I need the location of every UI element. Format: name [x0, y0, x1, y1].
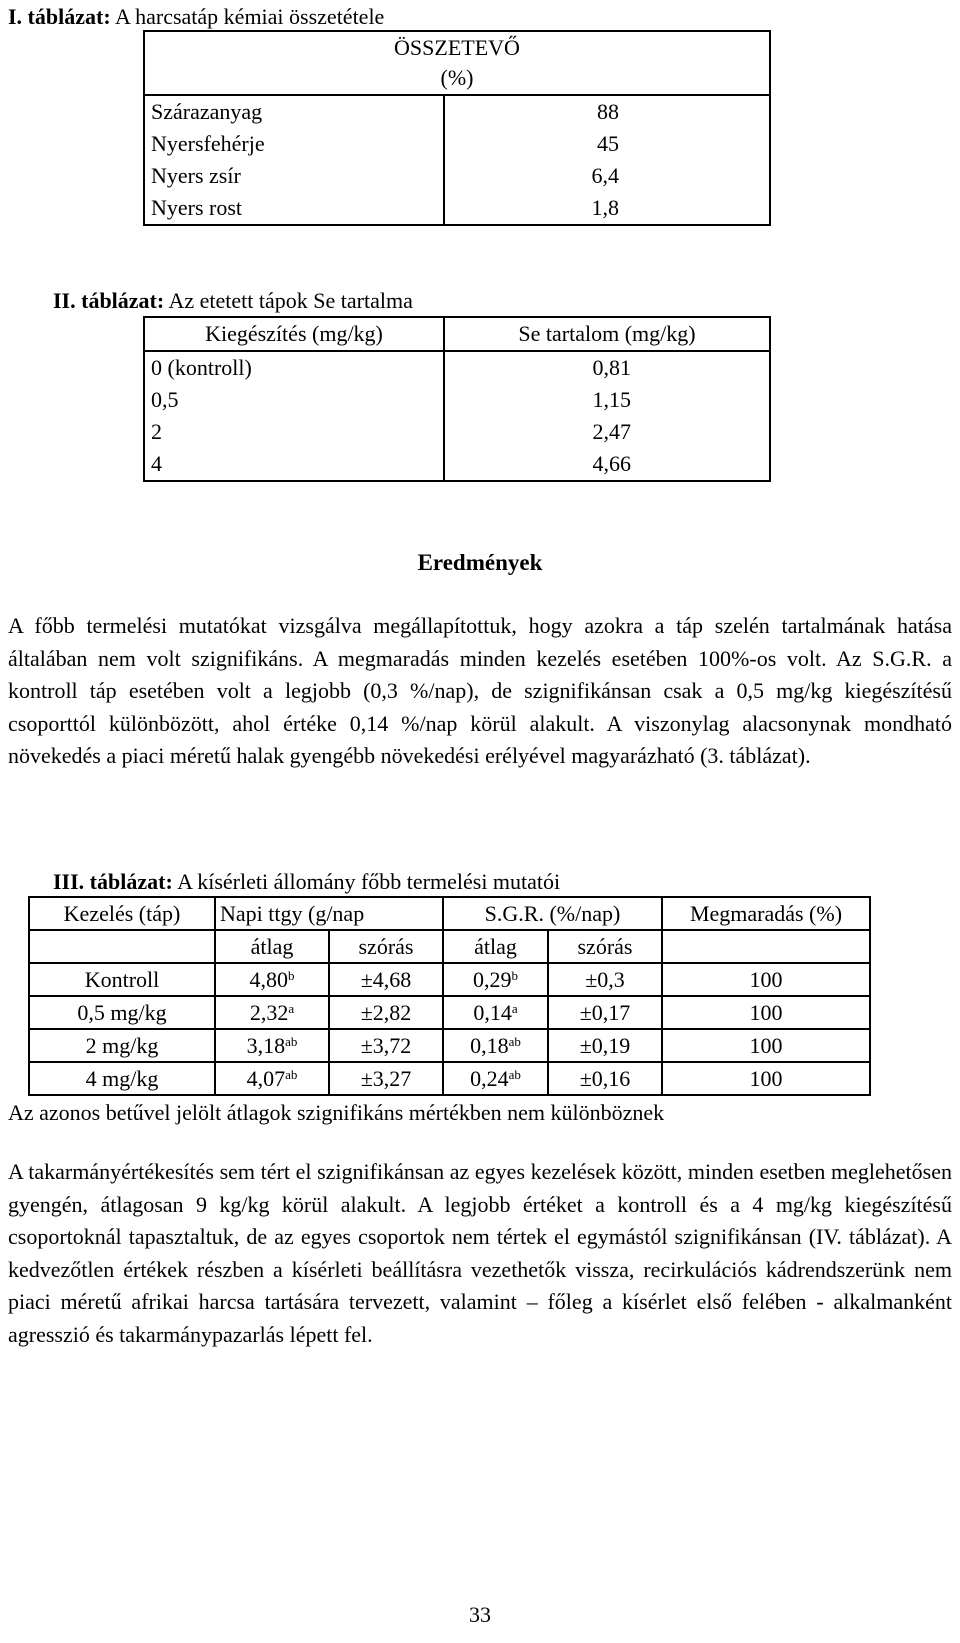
table3-cell-gain-mean [215, 1029, 329, 1062]
table3-header-daily-gain: Napi ttgy (g/nap [215, 897, 443, 930]
table2-caption [53, 288, 413, 314]
table2-caption-text: Az etetett tápok Se tartalma [164, 288, 413, 313]
table3-caption-text: A kísérleti állomány főbb termelési mutatói [172, 869, 561, 894]
table3-cell-sgr-mean [443, 963, 548, 996]
table2 [143, 316, 771, 482]
table3-header-row [29, 897, 870, 930]
table3-cell-treatment: 2 mg/kg [29, 1029, 215, 1062]
table1-header [144, 31, 770, 95]
table1-caption-text: A harcsatáp kémiai összetétele [110, 4, 385, 29]
table3-cell-survival: 100 [662, 1062, 870, 1095]
table-row [144, 128, 770, 160]
table3-cell-gain-mean [215, 1062, 329, 1095]
table3-gain-mean-value: 4,80 [249, 967, 288, 992]
table2-header-col1: Kiegészítés (mg/kg) [144, 317, 444, 351]
table1-cell-value: 1,8 [444, 192, 770, 225]
table3-caption [53, 869, 560, 895]
table2-header-row [144, 317, 770, 351]
table3-subheader-gain-sd: szórás [329, 930, 443, 963]
table3-subheader-gain-mean: átlag [215, 930, 329, 963]
table3-cell-gain-sd: ±4,68 [329, 963, 443, 996]
table3-cell-gain-sd: ±3,72 [329, 1029, 443, 1062]
table-row [29, 996, 870, 1029]
table3-sgr-mean-letter: ab [508, 1067, 521, 1082]
table3 [28, 896, 871, 1096]
table3-subheader-empty [29, 930, 215, 963]
table3-gain-mean-letter: ab [285, 1034, 298, 1049]
table2-cell-supplement: 4 [144, 448, 444, 481]
table3-gain-mean-letter: b [288, 968, 295, 983]
table3-cell-sgr-mean [443, 996, 548, 1029]
table3-sgr-mean-letter: b [511, 968, 518, 983]
table3-cell-treatment: 0,5 mg/kg [29, 996, 215, 1029]
table-row [144, 160, 770, 192]
table3-sgr-mean-value: 0,29 [473, 967, 512, 992]
table3-subheader-sgr-sd: szórás [548, 930, 662, 963]
table1 [143, 30, 771, 226]
table-row [144, 416, 770, 448]
table1-cell-name: Nyers rost [144, 192, 444, 225]
table2-cell-supplement: 2 [144, 416, 444, 448]
table1-header-line2: (%) [440, 65, 474, 90]
table3-gain-mean-value: 2,32 [249, 1000, 289, 1025]
table1-caption-label: I. táblázat: [8, 4, 111, 29]
page-number: 33 [469, 1602, 491, 1627]
table3-cell-sgr-mean [443, 1029, 548, 1062]
results-paragraph: A főbb termelési mutatókat vizsgálva megállapítottuk, hogy azokra a táp szelén tartalmának hatása általában nem volt szignifikáns. A megmaradás minden kezelés esetében 100%-os volt. Az S.G.R. a kontroll táp esetében volt a legjobb (0,3 %/nap), de szignifikánsan csak a 0,5 mg/kg kiegészítésű csoporttól különbözött, ahol értéke 0,14 %/nap körül alakult. A viszonylag alacsonynak mondható növekedés a piaci méretű halak gyengébb növekedési erélyével magyarázható (3. táblázat). [8, 613, 952, 768]
table1-cell-value: 88 [444, 95, 770, 128]
table-row [29, 963, 870, 996]
table3-subheader-sgr-mean: átlag [443, 930, 548, 963]
table3-sgr-mean-value: 0,14 [473, 1000, 512, 1025]
table2-cell-se: 2,47 [444, 416, 770, 448]
table3-cell-survival: 100 [662, 963, 870, 996]
table3-cell-sgr-sd: ±0,17 [548, 996, 662, 1029]
table3-cell-survival: 100 [662, 1029, 870, 1062]
table3-cell-gain-mean [215, 996, 329, 1029]
table3-gain-mean-letter: a [288, 1001, 295, 1016]
table3-caption-label: III. táblázat: [53, 869, 173, 894]
table-row [144, 448, 770, 481]
table3-cell-sgr-mean [443, 1062, 548, 1095]
table2-cell-supplement: 0 (kontroll) [144, 351, 444, 384]
table3-cell-sgr-sd: ±0,16 [548, 1062, 662, 1095]
table2-cell-se: 1,15 [444, 384, 770, 416]
table3-cell-treatment: 4 mg/kg [29, 1062, 215, 1095]
table3-cell-sgr-sd: ±0,19 [548, 1029, 662, 1062]
table2-caption-label: II. táblázat: [53, 288, 165, 313]
feed-conversion-paragraph: A takarmányértékesítés sem tért el szignifikánsan az egyes kezelések között, minden esetben meglehetősen gyengén, átlagosan 9 kg/kg körül alakult. A legjobb értéket a kontroll és a 4 mg/kg kiegészítésű csoportoknál tapasztaltuk, de az egyes csoportok nem tértek el egymástól szignifikánsan (IV. táblázat). A kedvezőtlen értékek részben a kísérleti beállításra vezethetők vissza, recirkulációs kádrendszerünk nem piaci méretű afrikai harcsa tartására tervezett, valamint – főleg a kísérlet első felében - alkalmanként agresszió és takarmánypazarlás lépett fel. [8, 1159, 952, 1347]
table3-cell-sgr-sd: ±0,3 [548, 963, 662, 996]
table-row [144, 384, 770, 416]
table3-sgr-mean-value: 0,18 [470, 1033, 509, 1058]
table2-cell-supplement: 0,5 [144, 384, 444, 416]
table-row [29, 1062, 870, 1095]
table-row [144, 192, 770, 225]
table3-sgr-mean-letter: a [511, 1001, 518, 1016]
table3-header-survival: Megmaradás (%) [662, 897, 870, 930]
table-row [29, 1029, 870, 1062]
table-row [144, 95, 770, 128]
table3-sgr-mean-value: 0,24 [470, 1066, 509, 1091]
table3-gain-mean-value: 4,07 [246, 1066, 286, 1091]
table3-cell-gain-sd: ±3,27 [329, 1062, 443, 1095]
table1-caption [8, 4, 384, 30]
table3-header-treatment: Kezelés (táp) [29, 897, 215, 930]
table3-cell-gain-sd: ±2,82 [329, 996, 443, 1029]
table3-header-sgr: S.G.R. (%/nap) [443, 897, 662, 930]
table2-header-col2: Se tartalom (mg/kg) [444, 317, 770, 351]
table1-cell-value: 45 [444, 128, 770, 160]
table-row [144, 351, 770, 384]
table2-cell-se: 4,66 [444, 448, 770, 481]
table1-cell-name: Nyers zsír [144, 160, 444, 192]
table3-cell-gain-mean [215, 963, 329, 996]
table3-subheader-row [29, 930, 870, 963]
table3-gain-mean-letter: ab [285, 1067, 298, 1082]
table1-header-line1: ÖSSZETEVŐ [394, 35, 520, 60]
table3-gain-mean-value: 3,18 [246, 1033, 286, 1058]
table1-cell-name: Szárazanyag [144, 95, 444, 128]
table3-footnote: Az azonos betűvel jelölt átlagok szignifikáns mértékben nem különböznek [8, 1100, 665, 1125]
table1-cell-name: Nyersfehérje [144, 128, 444, 160]
table3-subheader-survival-empty [662, 930, 870, 963]
results-heading: Eredmények [417, 550, 543, 575]
table2-cell-se: 0,81 [444, 351, 770, 384]
table3-cell-treatment: Kontroll [29, 963, 215, 996]
table3-sgr-mean-letter: ab [508, 1034, 521, 1049]
table1-cell-value: 6,4 [444, 160, 770, 192]
table3-cell-survival: 100 [662, 996, 870, 1029]
